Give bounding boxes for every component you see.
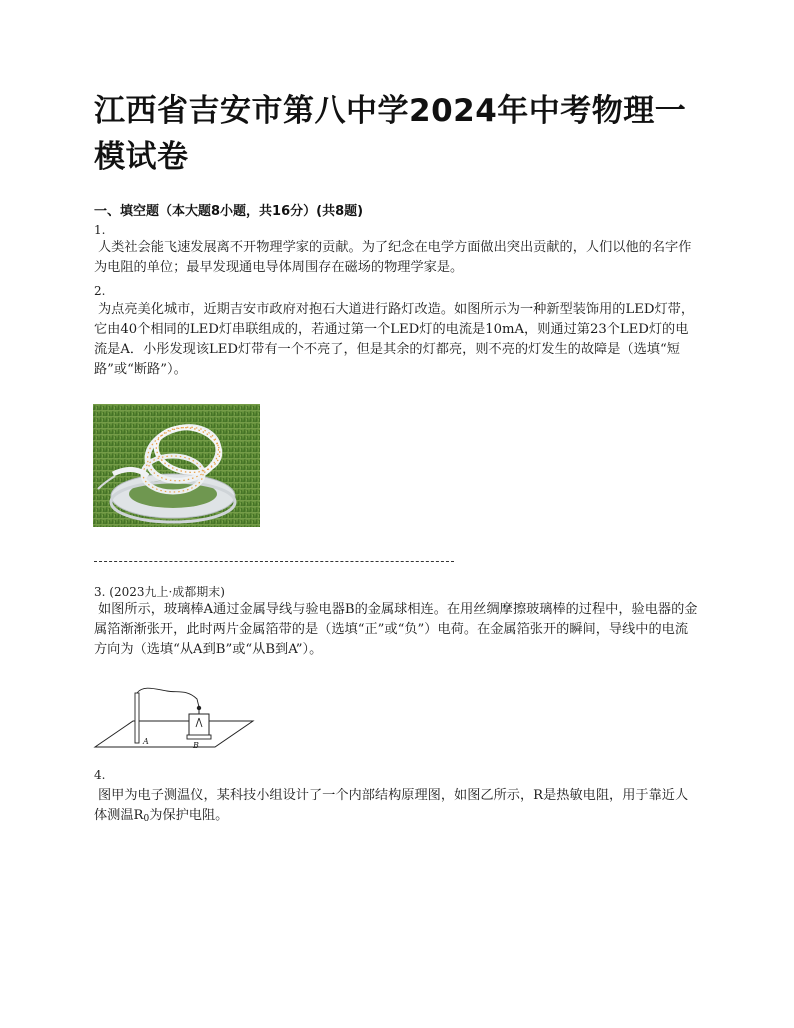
section-heading: 一、填空题（本大题8小题，共16分）(共8题) bbox=[94, 204, 364, 219]
question-4-text bbox=[94, 786, 700, 829]
electroscope-diagram bbox=[93, 685, 255, 751]
question-4-body bbox=[94, 788, 688, 823]
question-1-text bbox=[94, 238, 700, 278]
question-2-text bbox=[94, 300, 700, 380]
question-4-text-before: 图甲为电子测温仪，某科技小组设计了一个内部结构原理图，如图乙所示，R是热敏电阻，用于靠近人体测温R bbox=[94, 788, 689, 823]
question-1-number: 1. bbox=[94, 223, 106, 237]
question-4-text-after: 为保护电阻。 bbox=[149, 808, 229, 823]
question-2-number: 2. bbox=[94, 284, 106, 298]
led-strip-image bbox=[93, 404, 260, 527]
led-strip-photo bbox=[93, 404, 260, 527]
question-1-body: 人类社会能飞速发展离不开物理学家的贡献。为了纪念在电学方面做出突出贡献的，人们以他的名字作为电阻的单位；最早发现通电导体周围存在磁场的物理学家是。 bbox=[94, 240, 692, 275]
diagram-label-a: A bbox=[143, 737, 149, 746]
question-4-subscript: 0 bbox=[143, 814, 150, 824]
question-3-text bbox=[94, 600, 700, 660]
electroscope-drawing bbox=[93, 685, 255, 751]
question-4-number: 4. bbox=[94, 768, 106, 782]
question-3-number: 3. (2023九上·成都期末) bbox=[94, 585, 225, 599]
page-title: 江西省吉安市第八中学2024年中考物理一模试卷 bbox=[94, 93, 687, 175]
section-separator bbox=[94, 561, 454, 562]
diagram-label-b: B bbox=[193, 741, 199, 750]
question-2-body: 为点亮美化城市，近期吉安市政府对抱石大道进行路灯改造。如图所示为一种新型装饰用的LED灯带，它由40个相同的LED灯串联组成的，若通过第一个LED灯的电流是10mA，则通过第23个LED灯的电流是A．小彤发现该LED灯带有一个不亮了，但是其余的灯都亮，则不亮的灯发生的故障是（选填“短路”或“断路”）。 bbox=[94, 302, 695, 377]
question-3-body: 如图所示，玻璃棒A通过金属导线与验电器B的金属球相连。在用丝绸摩擦玻璃棒的过程中，验电器的金属箔渐渐张开，此时两片金属箔带的是（选填“正”或“负”）电荷。在金属箔张开的瞬间，导线中的电流方向为（选填“从A到B”或“从B到A”）。 bbox=[94, 602, 698, 657]
